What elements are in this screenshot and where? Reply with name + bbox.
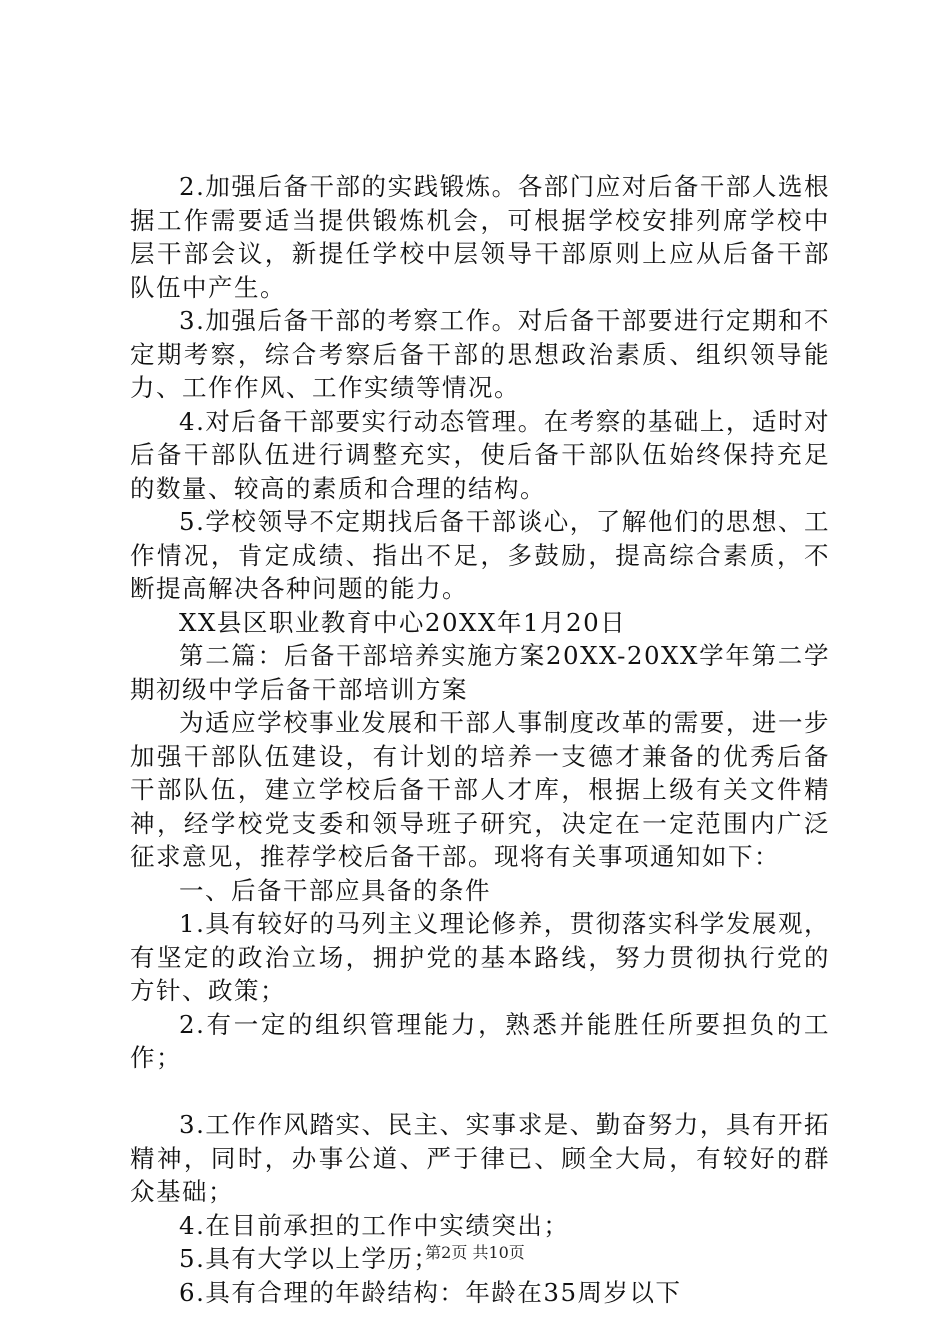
paragraph-introduction: 为适应学校事业发展和干部人事制度改革的需要，进一步加强干部队伍建设，有计划的培养一支德才兼备的优秀后备干部队伍，建立学校后备干部人才库，根据上级有关文件精神，经学校党支委和领导班子研究，决定在一定范围内广泛征求意见，推荐学校后备干部。现将有关事项通知如下：: [130, 708, 830, 871]
paragraph-dynamic-management: 4.对后备干部要实行动态管理。在考察的基础上，适时对后备干部队伍进行调整充实，使后备干部队伍始终保持充足的数量、较高的素质和合理的结构。: [130, 406, 830, 503]
paragraph-assessment-work: 3.加强后备干部的考察工作。对后备干部要进行定期和不定期考察，综合考察后备干部的思想政治素质、组织领导能力、工作作风、工作实绩等情况。: [130, 306, 830, 402]
page-footer: 第2页 共10页: [425, 1243, 525, 1262]
condition-item-1: 1.具有较好的马列主义理论修养，贯彻落实科学发展观，有坚定的政治立场，拥护党的基本路线，努力贯彻执行党的方针、政策；: [130, 909, 830, 1005]
condition-item-2: 2.有一定的组织管理能力，熟悉并能胜任所要担负的工作；: [130, 1009, 830, 1072]
paragraph-practice-training: 2.加强后备干部的实践锻炼。各部门应对后备干部人选根据工作需要适当提供锻炼机会，可根据学校安排列席学校中层干部会议，新提任学校中层领导干部原则上应从后备干部队伍中产生。: [130, 172, 830, 302]
condition-item-6: 6.具有合理的年龄结构：年龄在35周岁以下: [179, 1277, 682, 1307]
condition-item-3: 3.工作作风踏实、民主、实事求是、勤奋努力，具有开拓精神，同时，办事公道、严于律已、顾全大局，有较好的群众基础；: [130, 1110, 830, 1206]
section-heading-second-article: 第二篇：后备干部培养实施方案20XX-20XX学年第二学期初级中学后备干部培训方案: [130, 641, 830, 704]
subheading-conditions: 一、后备干部应具备的条件: [179, 875, 491, 905]
signature-date-line: XX县区职业教育中心20XX年1月20日: [179, 607, 627, 637]
condition-item-4: 4.在目前承担的工作中实绩突出；: [179, 1210, 570, 1240]
document-body: [130, 170, 830, 1309]
condition-item-5: 5.具有大学以上学历；: [179, 1244, 440, 1273]
paragraph-leader-talks: 5.学校领导不定期找后备干部谈心，了解他们的思想、工作情况，肯定成绩、指出不足，多鼓励，提高综合素质，不断提高解决各种问题的能力。: [130, 507, 830, 603]
